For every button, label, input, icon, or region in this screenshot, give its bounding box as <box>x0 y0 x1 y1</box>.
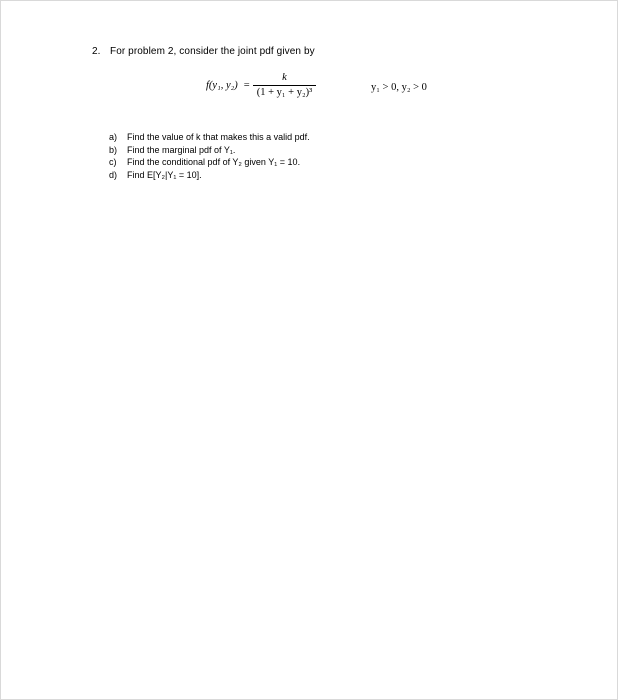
list-item <box>109 156 310 169</box>
problem-heading <box>92 46 315 57</box>
problem-number: 2. <box>92 46 101 57</box>
joint-pdf-formula <box>206 72 316 99</box>
part-text: Find the value of k that makes this a valid pdf. <box>127 132 310 143</box>
list-item <box>109 131 310 144</box>
list-item <box>109 169 310 182</box>
parts-list <box>109 131 310 181</box>
formula-lhs: f(y₁, y₂) <box>206 80 238 91</box>
list-item <box>109 144 310 157</box>
part-label: a) <box>109 132 118 143</box>
part-text: Find the conditional pdf of Y₂ given Y₁ = 10. <box>127 157 301 168</box>
part-text: Find E[Y₂|Y₁ = 10]. <box>127 169 202 180</box>
problem-intro: For problem 2, consider the joint pdf given by <box>110 46 315 57</box>
part-text: Find the marginal pdf of Y₁. <box>127 144 236 155</box>
part-label: d) <box>109 169 118 180</box>
part-label: b) <box>109 144 118 155</box>
formula-denominator: (1 + y₁ + y₂)³ <box>256 87 313 98</box>
formula-numerator: k <box>282 72 287 83</box>
formula-fraction <box>253 72 317 99</box>
part-label: c) <box>109 157 117 168</box>
support-condition: y₁ > 0, y₂ > 0 <box>371 82 427 93</box>
formula-equals: = <box>243 80 250 91</box>
